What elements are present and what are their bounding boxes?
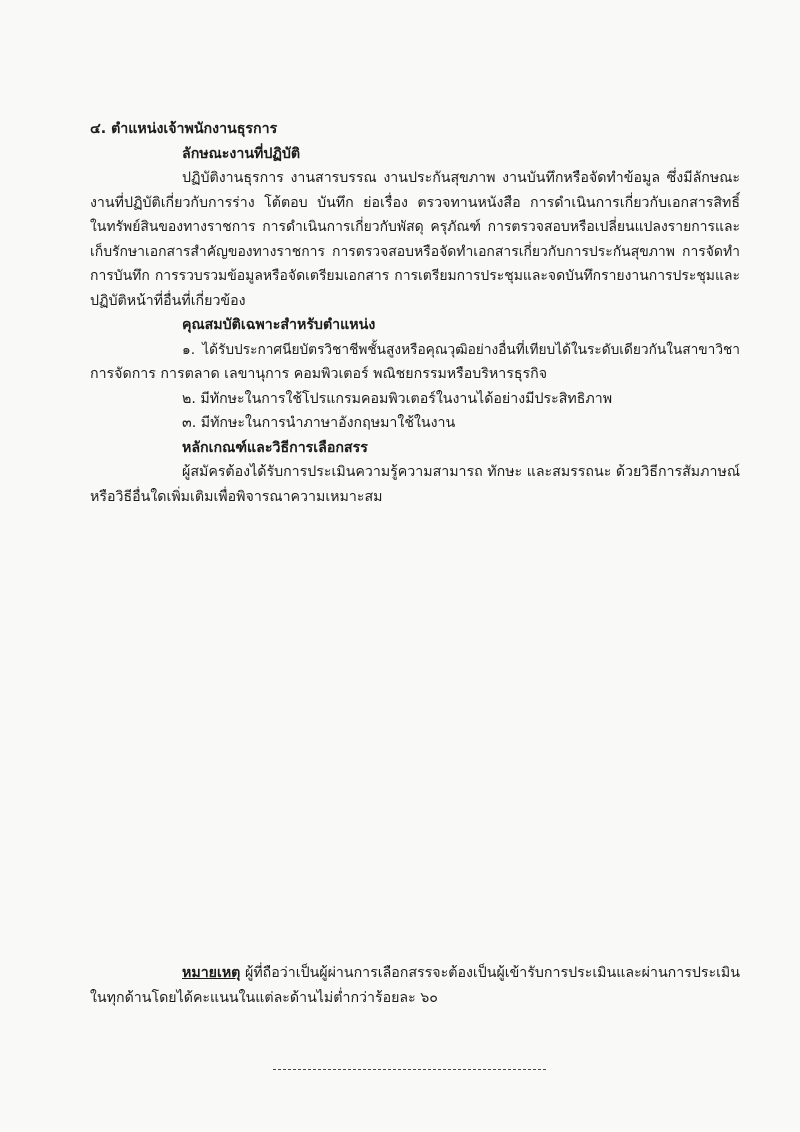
duties-line: เก็บรักษาเอกสารสำคัญของทางราชการ การตรวจสอบหรือจัดทำเอกสารเกี่ยวกับการประกันสุขภาพ การจัดทำ xyxy=(90,243,740,260)
selection-line-2: หรือวิธีอื่นใดเพิ่มเติมเพื่อพิจารณาความเหมาะสม xyxy=(90,488,383,505)
note-label: หมายเหตุ xyxy=(182,965,241,981)
qualification-item-1: ๑. ได้รับประกาศนียบัตรวิชาชีพชั้นสูงหรือคุณวุฒิอย่างอื่นที่เทียบได้ในระดับเดียวกันในสาขาวิชา xyxy=(182,341,740,358)
qualification-item-3: ๓. มีทักษะในการนำภาษาอังกฤษมาใช้ในงาน xyxy=(182,415,456,431)
duties-heading: ลักษณะงานที่ปฏิบัติ xyxy=(182,145,301,162)
section-title: ๔. ตำแหน่งเจ้าพนักงานธุรการ xyxy=(90,121,278,137)
note-line-1 xyxy=(90,961,740,986)
duties-line: ปฏิบัติงานธุรการ งานสารบรรณ งานประกันสุขภาพ งานบันทึกหรือจัดทำข้อมูล ซึ่งมีลักษณะ xyxy=(182,170,740,186)
note-text-1: ผู้ที่ถือว่าเป็นผู้ผ่านการเลือกสรรจะต้องเป็นผู้เข้ารับการประเมินและผ่านการประเมิน xyxy=(245,965,740,981)
duties-line: ในทรัพย์สินของทางราชการ การดำเนินการเกี่ยวกับพัสดุ ครุภัณฑ์ การตรวจสอบหรือเปลี่ยนแปลงรายการและ xyxy=(90,219,740,235)
job-section xyxy=(90,117,740,509)
qualification-item-1-cont: การจัดการ การตลาด เลขานุการ คอมพิวเตอร์ พณิชยกรรมหรือบริหารธุรกิจ xyxy=(90,366,548,382)
selection-heading: หลักเกณฑ์และวิธีการเลือกสรร xyxy=(182,439,368,456)
note-block xyxy=(90,961,740,1010)
duties-line: งานที่ปฏิบัติเกี่ยวกับการร่าง โต้ตอบ บันทึก ย่อเรื่อง ตรวจทานหนังสือ การดำเนินการเกี่ยวกับเอกสารสิทธิ์ xyxy=(90,194,740,211)
duties-line: การบันทึก การรวบรวมข้อมูลหรือจัดเตรียมเอกสาร การเตรียมการประชุมและจดบันทึกรายงานการประชุมและ xyxy=(90,268,740,284)
footer-divider xyxy=(273,1069,546,1070)
note-line-2: ในทุกด้านโดยได้คะแนนในแต่ละด้านไม่ต่ำกว่าร้อยละ ๖๐ xyxy=(90,989,438,1006)
qualification-item-2: ๒. มีทักษะในการใช้โปรแกรมคอมพิวเตอร์ในงานได้อย่างมีประสิทธิภาพ xyxy=(182,390,613,407)
duties-line: ปฏิบัติหน้าที่อื่นที่เกี่ยวข้อง xyxy=(90,292,246,309)
qualifications-heading: คุณสมบัติเฉพาะสำหรับตำแหน่ง xyxy=(182,317,376,333)
selection-line-1: ผู้สมัครต้องได้รับการประเมินความรู้ความสามารถ ทักษะ และสมรรถนะ ด้วยวิธีการสัมภาษณ์ xyxy=(182,464,740,480)
